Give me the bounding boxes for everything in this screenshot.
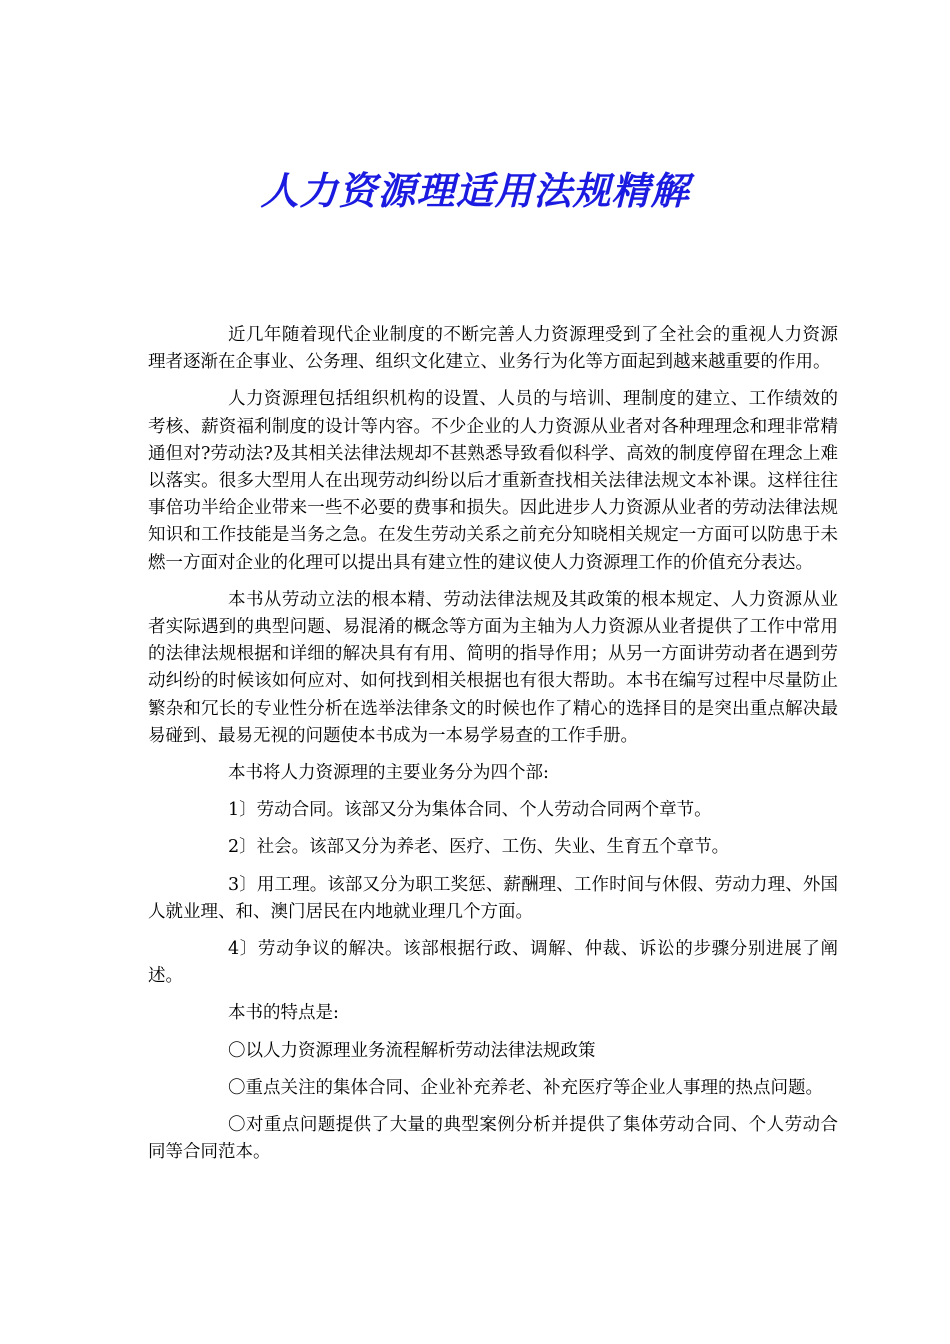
paragraph-sections-intro: 本书将人力资源理的主要业务分为四个部: (228, 763, 549, 784)
paragraph-feature-2: 〇重点关注的集体合同、企业补充养老、补充医疗等企业人事理的热点问题。 (228, 1077, 823, 1098)
paragraph-features-intro: 本书的特点是: (228, 1003, 339, 1024)
paragraph-section-3: 3〕用工理。该部又分为职工奖惩、薪酬理、工作时间与休假、劳动力理、外国人就业理、和、澳门居民在内地就业理几个方面。 (148, 874, 838, 922)
paragraph-feature-1: 〇以人力资源理业务流程解析劳动法律法规政策 (228, 1040, 596, 1061)
paragraph-section-2: 2〕社会。该部又分为养老、医疗、工伤、失业、生育五个章节。 (228, 837, 730, 858)
paragraph-feature-3: 〇对重点问题提供了大量的典型案例分析并提供了集体劳动合同、个人劳动合同等合同范本。 (148, 1115, 838, 1163)
paragraph-intro: 近几年随着现代企业制度的不断完善人力资源理受到了全社会的重视人力资源理者逐渐在企事业、公务理、组织文化建立、业务行为化等方面起到越来越重要的作用。 (148, 325, 838, 373)
paragraph-section-1: 1〕劳动合同。该部又分为集体合同、个人劳动合同两个章节。 (228, 800, 712, 821)
document-body (148, 322, 838, 1176)
document-title: 人力资源理适用法规精解 (260, 168, 690, 214)
paragraph-book-purpose: 本书从劳动立法的根本精、劳动法律法规及其政策的根本规定、人力资源从业者实际遇到的典型问题、易混淆的概念等方面为主轴为人力资源从业者提供了工作中常用的法律法规根据和详细的解决具有有用、简明的指导作用；从另一方面讲劳动者在遇到劳动纠纷的时候该如何应对、如何找到相关根据也有很大帮助。本书在编写过程中尽量防止繁杂和冗长的专业性分析在选举法律条文的时候也作了精心的选择目的是突出重点解决最易碰到、最易无视的问题使本书成为一本易学易查的工作手册。 (148, 589, 838, 746)
paragraph-scope: 人力资源理包括组织机构的设置、人员的与培训、理制度的建立、工作绩效的考核、薪资福利制度的设计等内容。不少企业的人力资源从业者对各种理理念和理非常精通但对?劳动法?及其相关法律法规却不甚熟悉导致看似科学、高效的制度停留在理念上难以落实。很多大型用人在出现劳动纠纷以后才重新查找相关法律法规文本补课。这样往往事倍功半给企业带来一些不必要的费事和损失。因此进步人力资源从业者的劳动法律法规知识和工作技能是当务之急。在发生劳动关系之前充分知晓相关规定一方面可以防患于未燃一方面对企业的化理可以提出具有建立性的建议使人力资源理工作的价值充分表达。 (148, 389, 838, 573)
paragraph-section-4: 4〕劳动争议的解决。该部根据行政、调解、仲裁、诉讼的步骤分别进展了阐述。 (148, 939, 838, 987)
